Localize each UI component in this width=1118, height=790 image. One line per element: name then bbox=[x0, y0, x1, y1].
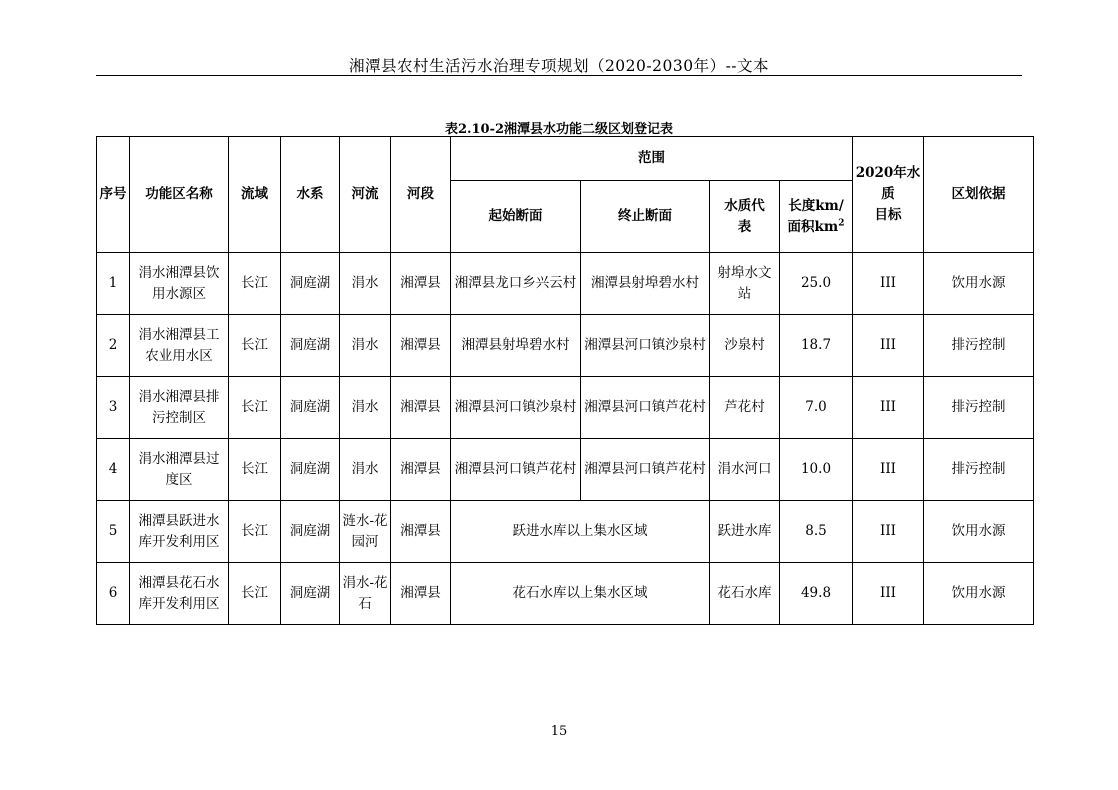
cell-seq: 5 bbox=[97, 501, 130, 563]
cell-range-merged: 跃进水库以上集水区域 bbox=[451, 501, 710, 563]
col-header-target bbox=[853, 137, 924, 253]
cell-target: III bbox=[853, 315, 924, 377]
cell-name: 涓水湘潭县饮 用水源区 bbox=[130, 253, 229, 315]
col-header-river: 河流 bbox=[340, 137, 391, 253]
cell-length: 18.7 bbox=[780, 315, 853, 377]
cell-river: 涟水-花 园河 bbox=[340, 501, 391, 563]
cell-name: 湘潭县跃进水 库开发利用区 bbox=[130, 501, 229, 563]
cell-basis: 饮用水源 bbox=[924, 501, 1034, 563]
cell-start: 湘潭县河口镇芦花村 bbox=[451, 439, 581, 501]
table-row bbox=[97, 501, 1034, 563]
col-header-length-l1: 长度km/ bbox=[788, 197, 844, 214]
cell-basin: 长江 bbox=[229, 563, 281, 625]
cell-station: 沙泉村 bbox=[710, 315, 780, 377]
col-header-length bbox=[780, 181, 853, 253]
col-header-station-l1: 水质代 bbox=[724, 197, 765, 214]
page-number: 15 bbox=[550, 724, 568, 739]
cell-length: 8.5 bbox=[780, 501, 853, 563]
cell-station: 芦花村 bbox=[710, 377, 780, 439]
cell-system: 洞庭湖 bbox=[281, 501, 340, 563]
col-header-start: 起始断面 bbox=[451, 181, 581, 253]
cell-seq: 2 bbox=[97, 315, 130, 377]
table-row bbox=[97, 315, 1034, 377]
col-header-target-l1: 2020年水质 bbox=[855, 165, 921, 202]
col-header-section: 河段 bbox=[391, 137, 451, 253]
cell-river: 涓水 bbox=[340, 439, 391, 501]
cell-system: 洞庭湖 bbox=[281, 563, 340, 625]
superscript: 2 bbox=[838, 218, 845, 228]
cell-length: 25.0 bbox=[780, 253, 853, 315]
col-header-name: 功能区名称 bbox=[130, 137, 229, 253]
cell-length: 49.8 bbox=[780, 563, 853, 625]
cell-section: 湘潭县 bbox=[391, 439, 451, 501]
col-header-seq: 序号 bbox=[97, 137, 130, 253]
cell-river: 涓水 bbox=[340, 315, 391, 377]
cell-start: 湘潭县龙口乡兴云村 bbox=[451, 253, 581, 315]
cell-section: 湘潭县 bbox=[391, 315, 451, 377]
cell-target: III bbox=[853, 377, 924, 439]
cell-length: 7.0 bbox=[780, 377, 853, 439]
cell-basis: 排污控制 bbox=[924, 377, 1034, 439]
cell-length: 10.0 bbox=[780, 439, 853, 501]
col-header-target-l2: 目标 bbox=[874, 207, 902, 223]
cell-section: 湘潭县 bbox=[391, 563, 451, 625]
col-header-end: 终止断面 bbox=[581, 181, 710, 253]
col-header-station bbox=[710, 181, 780, 253]
cell-end: 湘潭县射埠碧水村 bbox=[581, 253, 710, 315]
cell-basis: 饮用水源 bbox=[924, 563, 1034, 625]
col-header-system: 水系 bbox=[281, 137, 340, 253]
cell-section: 湘潭县 bbox=[391, 377, 451, 439]
cell-seq: 4 bbox=[97, 439, 130, 501]
cell-basin: 长江 bbox=[229, 439, 281, 501]
table-title: 表2.10-2湘潭县水功能二级区划登记表 bbox=[444, 122, 674, 137]
cell-river: 涓水 bbox=[340, 253, 391, 315]
cell-end: 湘潭县河口镇沙泉村 bbox=[581, 315, 710, 377]
cell-name: 涓水湘潭县排 污控制区 bbox=[130, 377, 229, 439]
cell-station: 跃进水库 bbox=[710, 501, 780, 563]
cell-start: 湘潭县射埠碧水村 bbox=[451, 315, 581, 377]
cell-target: III bbox=[853, 563, 924, 625]
cell-basis: 饮用水源 bbox=[924, 253, 1034, 315]
page-header: 湘潭县农村生活污水治理专项规划（2020-2030年）--文本 bbox=[348, 57, 770, 75]
cell-target: III bbox=[853, 501, 924, 563]
cell-station: 涓水河口 bbox=[710, 439, 780, 501]
cell-target: III bbox=[853, 253, 924, 315]
cell-seq: 3 bbox=[97, 377, 130, 439]
cell-river: 涓水 bbox=[340, 377, 391, 439]
cell-range-merged: 花石水库以上集水区域 bbox=[451, 563, 710, 625]
cell-river: 涓水-花 石 bbox=[340, 563, 391, 625]
cell-basin: 长江 bbox=[229, 315, 281, 377]
cell-seq: 6 bbox=[97, 563, 130, 625]
cell-end: 湘潭县河口镇芦花村 bbox=[581, 439, 710, 501]
table-row bbox=[97, 563, 1034, 625]
cell-end: 湘潭县河口镇芦花村 bbox=[581, 377, 710, 439]
col-header-range: 范围 bbox=[451, 137, 853, 181]
col-header-basis: 区划依据 bbox=[924, 137, 1034, 253]
cell-name: 涓水湘潭县过 度区 bbox=[130, 439, 229, 501]
cell-seq: 1 bbox=[97, 253, 130, 315]
cell-name: 湘潭县花石水 库开发利用区 bbox=[130, 563, 229, 625]
cell-system: 洞庭湖 bbox=[281, 253, 340, 315]
cell-name: 涓水湘潭县工 农业用水区 bbox=[130, 315, 229, 377]
cell-system: 洞庭湖 bbox=[281, 315, 340, 377]
cell-section: 湘潭县 bbox=[391, 501, 451, 563]
table-row bbox=[97, 439, 1034, 501]
cell-basis: 排污控制 bbox=[924, 315, 1034, 377]
cell-system: 洞庭湖 bbox=[281, 377, 340, 439]
cell-basin: 长江 bbox=[229, 501, 281, 563]
cell-target: III bbox=[853, 439, 924, 501]
table-row bbox=[97, 377, 1034, 439]
col-header-basin: 流域 bbox=[229, 137, 281, 253]
table-row bbox=[97, 253, 1034, 315]
cell-station: 花石水库 bbox=[710, 563, 780, 625]
header-rule bbox=[96, 75, 1022, 76]
cell-basis: 排污控制 bbox=[924, 439, 1034, 501]
cell-basin: 长江 bbox=[229, 377, 281, 439]
cell-section: 湘潭县 bbox=[391, 253, 451, 315]
cell-station: 射埠水文 站 bbox=[710, 253, 780, 315]
cell-system: 洞庭湖 bbox=[281, 439, 340, 501]
col-header-station-l2: 表 bbox=[737, 218, 752, 235]
cell-basin: 长江 bbox=[229, 253, 281, 315]
registration-table bbox=[96, 136, 1034, 625]
cell-start: 湘潭县河口镇沙泉村 bbox=[451, 377, 581, 439]
col-header-length-l2: 面积$km^2$ bbox=[787, 218, 845, 235]
